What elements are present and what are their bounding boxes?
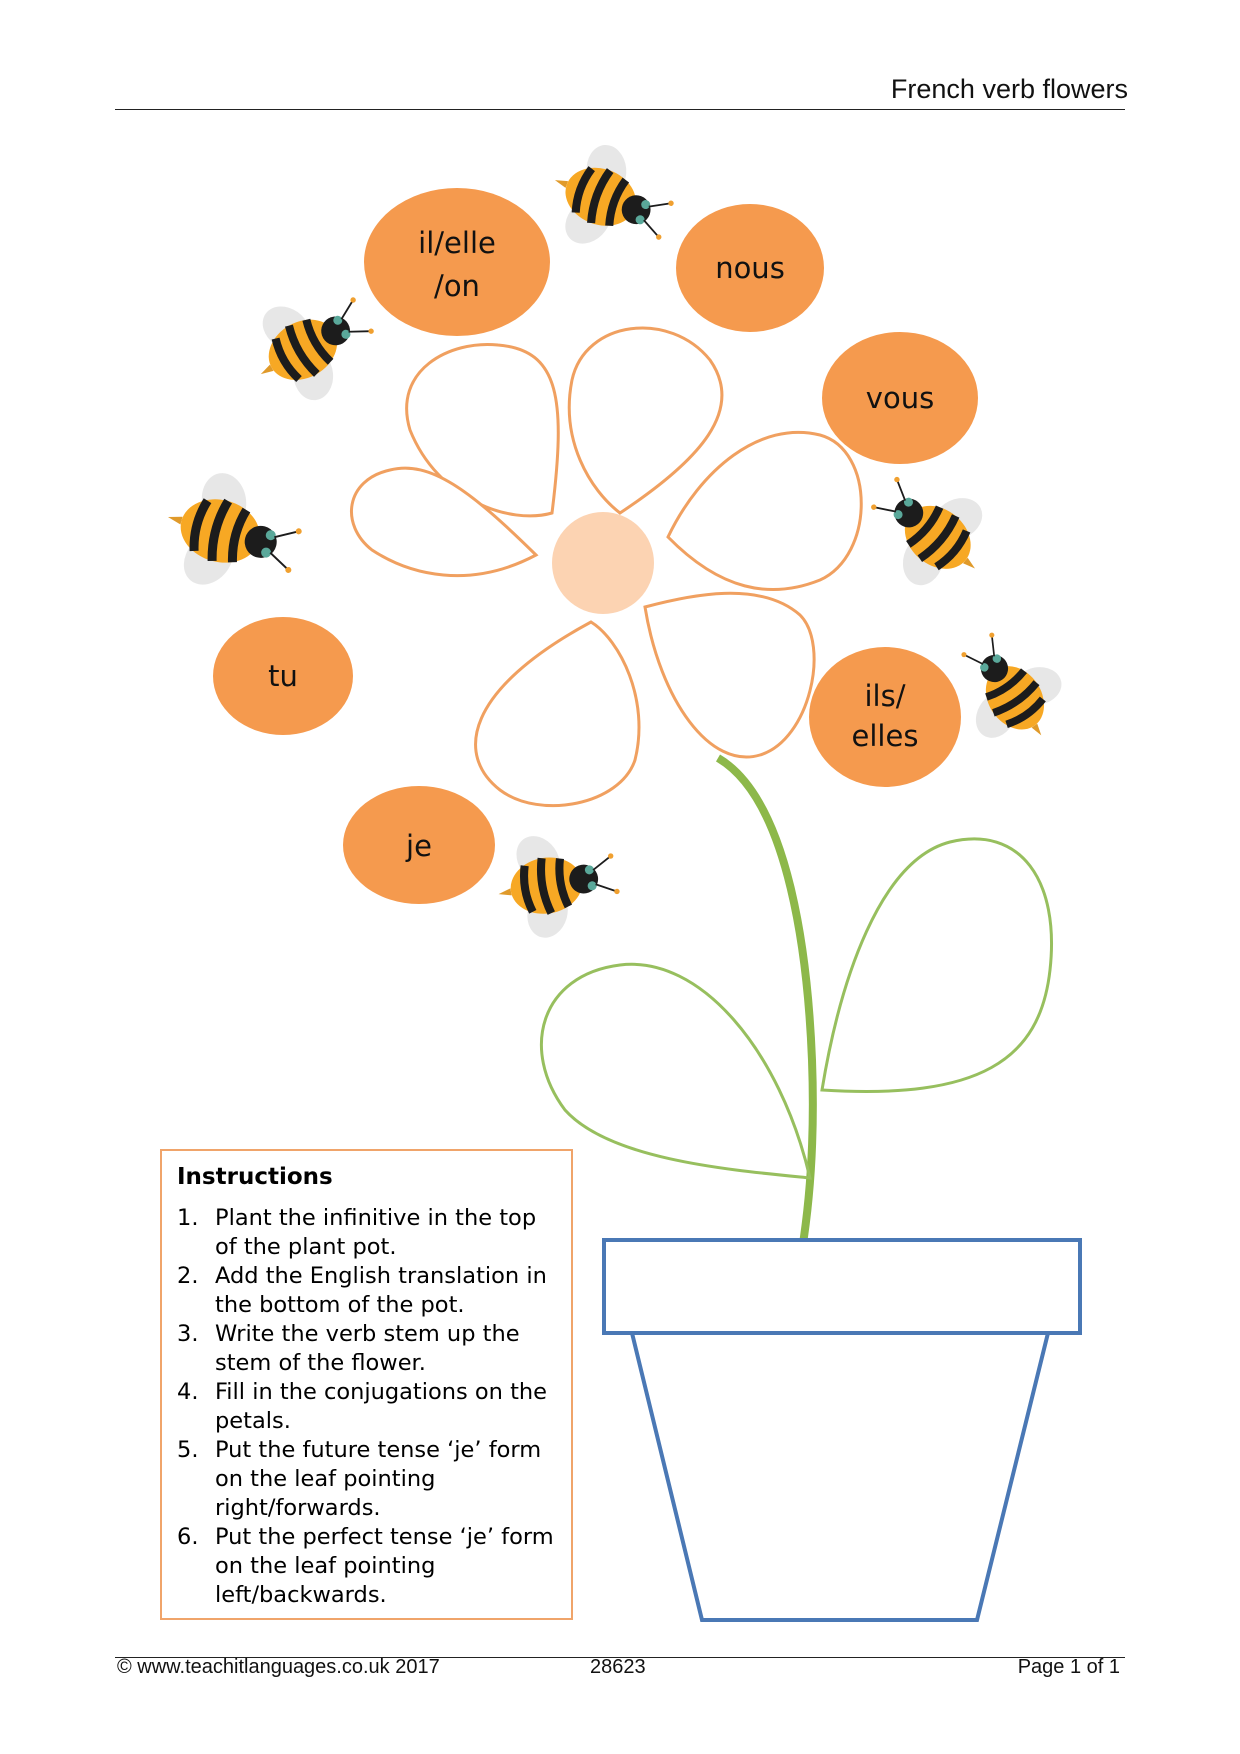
pot-body bbox=[632, 1333, 1048, 1620]
instructions-list bbox=[177, 1204, 557, 1610]
instruction-number: 5. bbox=[177, 1436, 199, 1463]
pronoun-label: ils/ bbox=[864, 679, 906, 713]
instruction-item bbox=[177, 1204, 557, 1262]
pronoun-bubble-ils-elles bbox=[809, 647, 961, 787]
instruction-number: 4. bbox=[177, 1378, 199, 1405]
instruction-item bbox=[177, 1523, 557, 1610]
pronoun-label: je bbox=[406, 829, 432, 863]
instruction-text: Fill in the conjugations on the petals. bbox=[215, 1378, 548, 1434]
bee-illustration bbox=[488, 816, 626, 951]
instruction-item bbox=[177, 1262, 557, 1320]
footer-resource-code: 28623 bbox=[590, 1656, 646, 1678]
instruction-text: Plant the infinitive in the top of the plant pot. bbox=[215, 1204, 537, 1260]
leaf-right bbox=[822, 839, 1052, 1092]
instruction-number: 3. bbox=[177, 1320, 199, 1347]
pronoun-bubble-il-elle-on bbox=[364, 188, 550, 336]
page-title: French verb flowers bbox=[890, 74, 1128, 104]
instruction-item bbox=[177, 1436, 557, 1523]
pronoun-label: /on bbox=[434, 269, 480, 303]
pot-rim bbox=[604, 1240, 1080, 1333]
instruction-text: Add the English translation in the bottom of the pot. bbox=[215, 1262, 547, 1318]
instruction-item bbox=[177, 1320, 557, 1378]
pronoun-label: elles bbox=[851, 719, 919, 753]
petal bbox=[476, 622, 639, 806]
instruction-text: Put the perfect tense ‘je’ form on the leaf pointing left/backwards. bbox=[215, 1523, 554, 1608]
pronoun-label: vous bbox=[865, 381, 935, 415]
instruction-number: 1. bbox=[177, 1204, 199, 1231]
instruction-text: Write the verb stem up the stem of the flower. bbox=[215, 1320, 520, 1376]
bee-illustration bbox=[535, 125, 687, 275]
footer-copyright: © www.teachitlanguages.co.uk 2017 bbox=[117, 1656, 440, 1678]
instruction-text: Put the future tense ‘je’ form on the leaf pointing right/forwards. bbox=[215, 1436, 542, 1521]
bee-illustration bbox=[846, 447, 1013, 613]
petal bbox=[668, 432, 861, 589]
instruction-number: 2. bbox=[177, 1262, 199, 1289]
instructions-box bbox=[160, 1149, 573, 1620]
bee-illustration bbox=[151, 455, 313, 614]
footer-page-number: Page 1 of 1 bbox=[1017, 1656, 1120, 1678]
petal bbox=[645, 593, 814, 757]
bee-illustration bbox=[232, 264, 394, 425]
pronoun-label: nous bbox=[715, 251, 785, 285]
pronoun-label: tu bbox=[268, 659, 298, 693]
flower-center bbox=[552, 512, 654, 614]
pronoun-label: il/elle bbox=[418, 226, 496, 260]
leaf-left bbox=[541, 964, 810, 1178]
instruction-item bbox=[177, 1378, 557, 1436]
instruction-number: 6. bbox=[177, 1523, 199, 1550]
instructions-heading: Instructions bbox=[177, 1164, 333, 1190]
